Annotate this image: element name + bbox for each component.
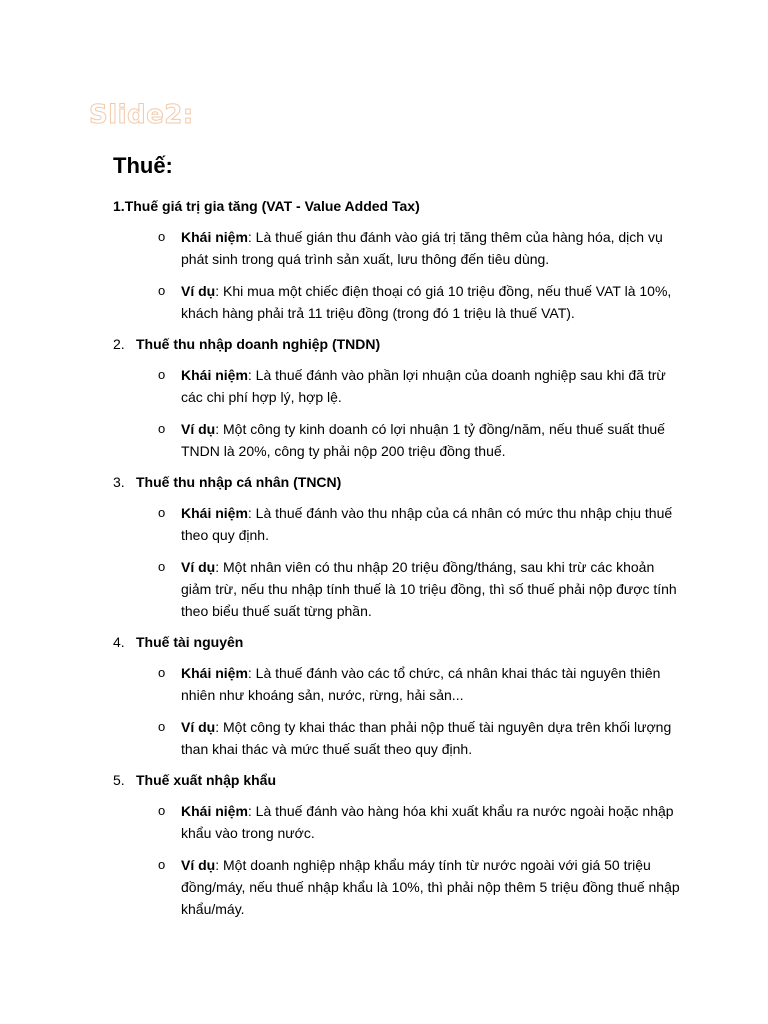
section-number: 5.: [113, 772, 125, 788]
bullet-text: : Là thuế đánh vào phần lợi nhuận của doanh nghiệp sau khi đã trừ các chi phí hợp lý, hợp lệ.: [181, 367, 666, 405]
list-item: [113, 556, 683, 622]
bullet-term: Ví dụ: [181, 559, 216, 575]
bullet-term: Khái niệm: [181, 367, 248, 383]
section-tncn: [113, 472, 683, 622]
section-vat: [113, 196, 683, 324]
list-item: [113, 800, 683, 844]
list-item: [113, 502, 683, 546]
section-title: Thuế xuất nhập khẩu: [136, 772, 277, 788]
bullet-list: [113, 226, 683, 324]
bullet-text: : Là thuế đánh vào thu nhập của cá nhân có mức thu nhập chịu thuế theo quy định.: [181, 505, 673, 543]
section-title: Thuế tài nguyên: [136, 634, 244, 650]
section-title: Thuế giá trị gia tăng (VAT - Value Added Tax): [124, 198, 420, 214]
bullet-list: [113, 364, 683, 462]
document-body: [113, 196, 683, 920]
bullet-marker: o: [158, 421, 166, 436]
bullet-marker: o: [158, 803, 166, 818]
bullet-list: [113, 502, 683, 622]
section-number: 3.: [113, 474, 125, 490]
section-tndn: [113, 334, 683, 462]
list-item: [113, 226, 683, 270]
bullet-term: Ví dụ: [181, 283, 216, 299]
bullet-text: : Một nhân viên có thu nhập 20 triệu đồng/tháng, sau khi trừ các khoản giảm trừ, nếu thu nhập tính thuế là 10 triệu đồng, thì số thuế phải nộp được tính theo biểu thuế suất từng phần.: [181, 559, 677, 619]
bullet-text: : Một công ty kinh doanh có lợi nhuận 1 tỷ đồng/năm, nếu thuế suất thuế TNDN là 20%, công ty phải nộp 200 triệu đồng thuế.: [181, 421, 665, 459]
list-item: [113, 854, 683, 920]
bullet-text: : Một doanh nghiệp nhập khẩu máy tính từ nước ngoài với giá 50 triệu đồng/máy, nếu thuế nhập khẩu là 10%, thì phải nộp thêm 5 triệu đồng thuế nhập khẩu/máy.: [181, 857, 680, 917]
section-heading: [113, 334, 683, 354]
bullet-term: Ví dụ: [181, 857, 216, 873]
section-title: Thuế thu nhập cá nhân (TNCN): [136, 474, 342, 490]
bullet-marker: o: [158, 283, 166, 298]
bullet-marker: o: [158, 367, 166, 382]
section-number: 4.: [113, 634, 125, 650]
bullet-marker: o: [158, 857, 166, 872]
bullet-term: Khái niệm: [181, 505, 248, 521]
slide-label: Slide2:: [89, 100, 194, 130]
bullet-text: : Là thuế đánh vào các tổ chức, cá nhân khai thác tài nguyên thiên nhiên như khoáng sản, nước, rừng, hải sản...: [181, 665, 661, 703]
bullet-text: : Một công ty khai thác than phải nộp thuế tài nguyên dựa trên khối lượng than khai thác và mức thuế suất theo quy định.: [181, 719, 672, 757]
section-heading: [113, 632, 683, 652]
bullet-list: [113, 800, 683, 920]
section-heading: [113, 196, 683, 216]
bullet-text: : Là thuế đánh vào hàng hóa khi xuất khẩu ra nước ngoài hoặc nhập khẩu vào trong nước.: [181, 803, 674, 841]
section-heading: [113, 472, 683, 492]
section-number: 2.: [113, 336, 125, 352]
section-heading: [113, 770, 683, 790]
bullet-marker: o: [158, 229, 166, 244]
bullet-list: [113, 662, 683, 760]
bullet-term: Khái niệm: [181, 803, 248, 819]
section-title: Thuế thu nhập doanh nghiệp (TNDN): [136, 336, 381, 352]
bullet-marker: o: [158, 559, 166, 574]
bullet-marker: o: [158, 719, 166, 734]
bullet-text: : Khi mua một chiếc điện thoại có giá 10 triệu đồng, nếu thuế VAT là 10%, khách hàng phải trả 11 triệu đồng (trong đó 1 triệu là thuế VAT).: [181, 283, 672, 321]
bullet-text: : Là thuế gián thu đánh vào giá trị tăng thêm của hàng hóa, dịch vụ phát sinh trong quá trình sản xuất, lưu thông đến tiêu dùng.: [181, 229, 663, 267]
section-import-export-tax: [113, 770, 683, 920]
bullet-term: Khái niệm: [181, 665, 248, 681]
list-item: [113, 418, 683, 462]
bullet-marker: o: [158, 665, 166, 680]
list-item: [113, 716, 683, 760]
bullet-term: Ví dụ: [181, 421, 216, 437]
bullet-term: Khái niệm: [181, 229, 248, 245]
list-item: [113, 662, 683, 706]
bullet-marker: o: [158, 505, 166, 520]
bullet-term: Ví dụ: [181, 719, 216, 735]
list-item: [113, 280, 683, 324]
list-item: [113, 364, 683, 408]
section-resource-tax: [113, 632, 683, 760]
section-number: 1.: [113, 198, 125, 214]
page-title: Thuế:: [113, 153, 173, 178]
